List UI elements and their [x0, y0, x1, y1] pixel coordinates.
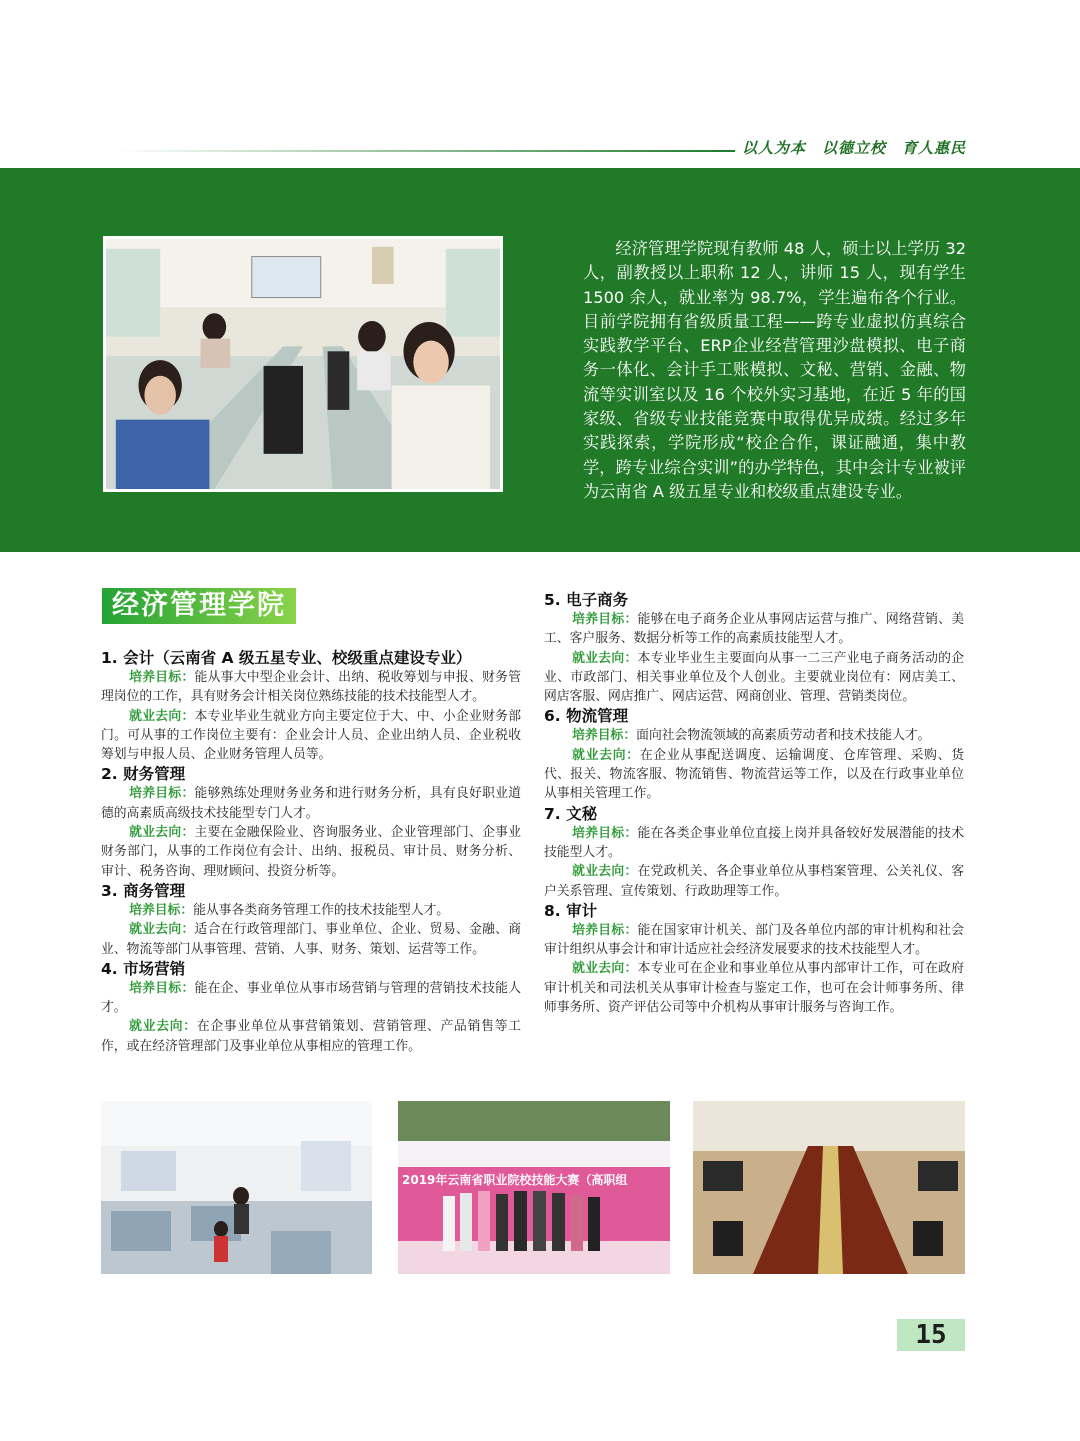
major-career: 就业去向：在党政机关、各企事业单位从事档案管理、公关礼仪、客户关系管理、宣传策划、行政助理等工作。	[544, 864, 965, 899]
major-goal: 培养目标：能在企、事业单位从事市场营销与管理的营销技术技能人才。	[101, 980, 522, 1016]
competition-photo	[398, 1101, 670, 1274]
major-goal: 培养目标：能在国家审计机关、部门及各单位内部的审计机构和社会审计组织从事会计和审计适应社会经济发展要求的技术技能型人才。	[544, 922, 965, 958]
major-title: 5. 电子商务	[544, 591, 629, 609]
major-title: 3. 商务管理	[101, 881, 186, 900]
major-career: 就业去向：本专业毕业生就业方向主要定位于大、中、小企业财务部门。可从事的工作岗位主要有：企业会计人员、企业出纳人员、企业税收筹划与申报人员、企业财务管理人员等。	[101, 708, 522, 763]
computer-lab-photo	[101, 1101, 372, 1274]
major-financial-management	[101, 764, 521, 880]
major-title: 6. 物流管理	[544, 707, 629, 726]
college-introduction: 经济管理学院现有教师 48 人，硕士以上学历 32 人，副教授以上职称 12 人，讲师 15 人，现有学生 1500 余人，就业率为 98.7%，学生遍布各个行业。目前学院拥有省级质量工程——跨专业虚拟仿真综合实践教学平台、ERP企业经营管理沙盘模拟、电子商务一体化、会计手工账模拟、文秘、营销、金融、物流等实训室以及 16 个校外实习基地，在近 5 年的国家级、省级专业技能竞赛中取得优异成绩。经过多年实践探索，学院形成“校企合作，课证融通，集中教学，跨专业综合实训”的办学特色，其中会计专业被评为云南省 A 级五星专业和校级重点建设专业。	[583, 239, 966, 501]
major-career: 就业去向：主要在金融保险业、咨询服务业、企业管理部门、企事业财务部门，从事的工作岗位有会计、出纳、报税员、审计员、财务分析、审计、税务咨询、理财顾问、投资分析等。	[101, 825, 522, 879]
major-title: 8. 审计	[544, 901, 598, 920]
page-number: 15	[897, 1319, 965, 1351]
major-title: 7. 文秘	[544, 804, 598, 823]
major-accounting	[101, 648, 521, 764]
header-rule	[115, 150, 735, 152]
department-title: 经济管理学院	[102, 588, 296, 624]
major-marketing	[101, 959, 521, 1056]
major-logistics	[544, 706, 964, 803]
major-e-commerce	[544, 590, 964, 706]
majors-left-column	[101, 648, 521, 1056]
major-title: 4. 市场营销	[101, 959, 186, 978]
major-career: 就业去向：在企事业单位从事营销策划、营销管理、产品销售等工作，或在经济管理部门及事业单位从事相应的管理工作。	[101, 1019, 522, 1054]
major-career: 就业去向：适合在行政管理部门、事业单位、企业、贸易、金融、商业、物流等部门从事管理、营销、人事、财务、策划、运营等工作。	[101, 922, 522, 957]
majors-right-column	[544, 590, 964, 1017]
major-business-management	[101, 881, 521, 959]
major-goal: 培养目标：能在各类企事业单位直接上岗并具备较好发展潜能的技术技能型人才。	[544, 825, 965, 860]
major-career: 就业去向：在企业从事配送调度、运输调度、仓库管理、采购、货代、报关、物流客服、物流销售、物流营运等工作，以及在行政事业单位从事相关管理工作。	[544, 747, 965, 802]
major-goal: 培养目标：能从事各类商务管理工作的技术技能型人才。	[129, 902, 450, 918]
major-goal: 培养目标：能够在电子商务企业从事网店运营与推广、网络营销、美工、客户服务、数据分析等工作的高素质技能型人才。	[544, 612, 965, 647]
competition-banner-text: 2019年云南省职业院校技能大赛（高职组	[402, 1173, 628, 1187]
school-motto: 以人为本 以德立校 育人惠民	[742, 139, 967, 157]
major-title: 2. 财务管理	[101, 765, 186, 784]
major-goal: 培养目标：能从事大中型企业会计、出纳、税收筹划与申报、财务管理岗位的工作，具有财务会计相关岗位熟练技能的技术技能型人才。	[101, 670, 522, 705]
major-audit	[544, 901, 964, 1017]
major-secretarial	[544, 804, 964, 901]
conference-room-photo	[693, 1101, 965, 1274]
major-title: 1. 会计（云南省 A 级五星专业、校级重点建设专业）	[101, 649, 472, 667]
major-goal: 培养目标：面向社会物流领域的高素质劳动者和技术技能人才。	[572, 728, 931, 744]
major-career: 就业去向：本专业毕业生主要面向从事一二三产业电子商务活动的企业、市政部门、相关事业单位及个人创业。主要就业岗位有：网店美工、网店客服、网店推广、网店运营、网商创业、管理、营销类岗位。	[544, 650, 965, 705]
classroom-photo	[103, 236, 503, 492]
major-career: 就业去向：本专业可在企业和事业单位从事内部审计工作，可在政府审计机关和司法机关从事审计检查与鉴定工作，也可在会计师事务所、律师事务所、资产评估公司等中介机构从事审计服务与咨询工作。	[544, 961, 965, 1016]
major-goal: 培养目标：能够熟练处理财务业务和进行财务分析，具有良好职业道德的高素质高级技术技能型专门人才。	[101, 786, 522, 821]
